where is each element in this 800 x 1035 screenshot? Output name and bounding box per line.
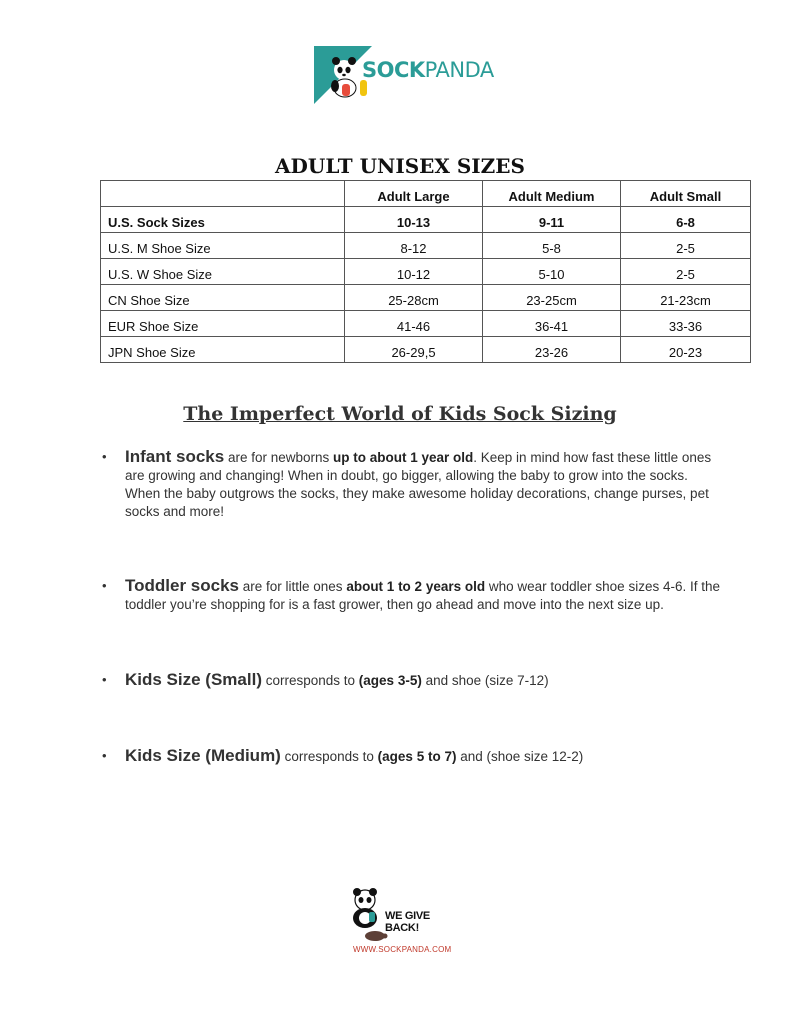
toddler-socks-heading: Toddler socks — [125, 576, 239, 595]
table-cell: 8-12 — [345, 233, 483, 259]
bullet: • — [102, 449, 107, 464]
adult-size-table — [100, 180, 751, 363]
table-cell: 41-46 — [345, 311, 483, 337]
table-row-label: CN Shoe Size — [101, 285, 345, 311]
adult-sizes-title: ADULT UNISEX SIZES — [275, 154, 525, 178]
kids-small-heading: Kids Size (Small) — [125, 670, 262, 689]
table-cell: 5-8 — [483, 233, 621, 259]
sockpanda-logo — [314, 46, 494, 104]
kids-sizing-title: The Imperfect World of Kids Sock Sizing — [183, 403, 617, 425]
table-row — [101, 311, 751, 337]
table-row-label: U.S. Sock Sizes — [101, 207, 345, 233]
we-give-back-text: WE GIVE BACK! — [385, 910, 430, 934]
list-item-kids-medium: • Kids Size (Medium) corresponds to (ages 5 to 7) and (shoe size 12-2) — [102, 746, 584, 765]
table-cell: 10-12 — [345, 259, 483, 285]
table-cell: 2-5 — [621, 259, 751, 285]
table-cell: 6-8 — [621, 207, 751, 233]
table-row-label: U.S. M Shoe Size — [101, 233, 345, 259]
list-item-infant: • Infant socks are for newborns up to about 1 year old. Keep in mind how fast these little ones are growing and changing! When in doubt, go bigger, allowing the baby to grow into the socks. When the baby outgrows the socks, they make awesome holiday decorations, change purses, pet socks and more! — [102, 447, 712, 519]
infant-socks-heading: Infant socks — [125, 447, 225, 466]
logo-wordmark: SOCKPANDA — [362, 58, 494, 82]
table-row-label: EUR Shoe Size — [101, 311, 345, 337]
bullet: • — [102, 672, 107, 687]
table-header-row — [101, 181, 751, 207]
table-header-cell — [101, 181, 345, 207]
table-row-label: U.S. W Shoe Size — [101, 259, 345, 285]
table-cell: 20-23 — [621, 337, 751, 363]
table-header-cell: Adult Large — [345, 181, 483, 207]
table-cell: 36-41 — [483, 311, 621, 337]
table-cell: 10-13 — [345, 207, 483, 233]
table-header-cell: Adult Small — [621, 181, 751, 207]
table-cell: 9-11 — [483, 207, 621, 233]
table-header-cell: Adult Medium — [483, 181, 621, 207]
we-give-back-badge — [345, 886, 465, 958]
list-item-toddler: • Toddler socks are for little ones about 1 to 2 years old who wear toddler shoe sizes 4-6. If the toddler you’re shopping for is a fast grower, then go ahead and move into the next size up. — [102, 576, 720, 612]
website-link[interactable]: WWW.SOCKPANDA.COM — [353, 945, 452, 954]
table-row — [101, 259, 751, 285]
table-cell: 33-36 — [621, 311, 751, 337]
table-cell: 2-5 — [621, 233, 751, 259]
list-item-kids-small: • Kids Size (Small) corresponds to (ages 3-5) and shoe (size 7-12) — [102, 670, 549, 689]
bullet: • — [102, 578, 107, 593]
table-cell: 5-10 — [483, 259, 621, 285]
table-cell: 21-23cm — [621, 285, 751, 311]
table-row — [101, 337, 751, 363]
table-cell: 23-25cm — [483, 285, 621, 311]
table-row — [101, 285, 751, 311]
panda-turtle-icon — [345, 886, 389, 944]
table-row — [101, 207, 751, 233]
table-cell: 25-28cm — [345, 285, 483, 311]
kids-medium-heading: Kids Size (Medium) — [125, 746, 281, 765]
table-cell: 26-29,5 — [345, 337, 483, 363]
table-row-label: JPN Shoe Size — [101, 337, 345, 363]
bullet: • — [102, 748, 107, 763]
table-row — [101, 233, 751, 259]
table-cell: 23-26 — [483, 337, 621, 363]
